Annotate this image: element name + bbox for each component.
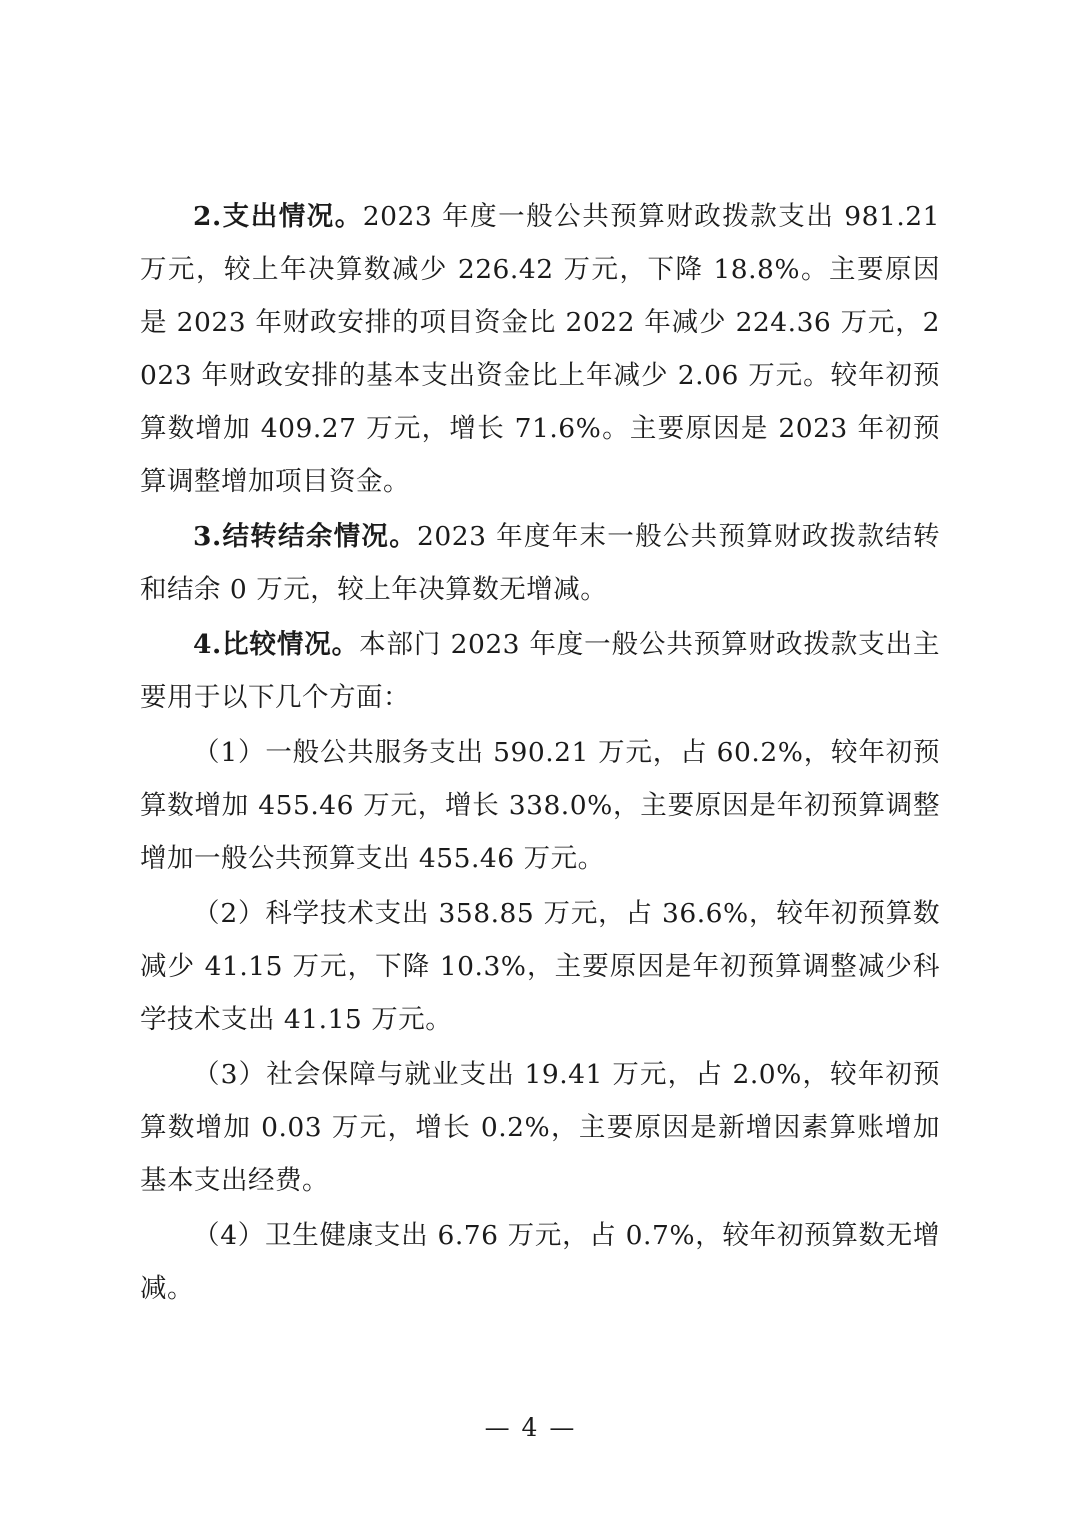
paragraph-item-3 [140,1048,940,1207]
page-number [0,1413,1075,1442]
paragraph-lead-expenditure: 2.支出情况。 [193,201,363,232]
paragraph-text-item-2: （2）科学技术支出 358.85 万元，占 36.6%，较年初预算数减少 41.15 万元，下降 10.3%，主要原因是年初预算调整减少科学技术支出 41.15 万元。 [140,898,940,1035]
paragraph-text-item-3: （3）社会保障与就业支出 19.41 万元，占 2.0%，较年初预算数增加 0.03 万元，增长 0.2%，主要原因是新增因素算账增加基本支出经费。 [140,1059,940,1196]
paragraph-item-4 [140,1209,940,1315]
page-number-text: — 4 — [484,1413,577,1442]
paragraph-text-item-4: （4）卫生健康支出 6.76 万元，占 0.7%，较年初预算数无增减。 [140,1220,940,1304]
paragraph-carryover [140,510,940,616]
paragraph-text-carryover: 2023 年度年末一般公共预算财政拨款结转和结余 0 万元，较上年决算数无增减。 [140,521,940,605]
paragraph-expenditure [140,190,940,508]
paragraph-comparison [140,618,940,724]
paragraph-item-2 [140,887,940,1046]
paragraph-text-expenditure: 2023 年度一般公共预算财政拨款支出 981.21 万元，较上年决算数减少 226.42 万元，下降 18.8%。主要原因是 2023 年财政安排的项目资金比 2022 年减少 224.36 万元，2023 年财政安排的基本支出资金比上年减少 2.06 万元。较年初预算数增加 409.27 万元，增长 71.6%。主要原因是 2023 年初预算调整增加项目资金。 [140,201,940,497]
paragraph-lead-carryover: 3.结转结余情况。 [193,521,417,552]
document-body [140,190,940,1317]
paragraph-lead-comparison: 4.比较情况。 [193,629,360,660]
paragraph-text-item-1: （1）一般公共服务支出 590.21 万元，占 60.2%，较年初预算数增加 455.46 万元，增长 338.0%，主要原因是年初预算调整增加一般公共预算支出 455.46 万元。 [140,737,940,874]
paragraph-item-1 [140,726,940,885]
paragraph-text-comparison: 本部门 2023 年度一般公共预算财政拨款支出主要用于以下几个方面： [140,629,940,713]
